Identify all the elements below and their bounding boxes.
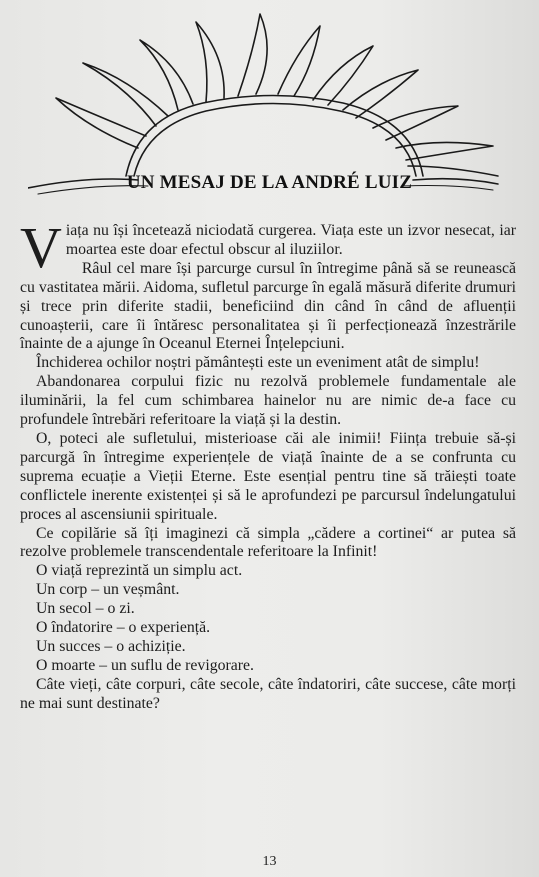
paragraph-6: Ce copilărie să îți imaginezi că simpla „cădere a cortinei“ ar putea să rezolve problemele transcendentale referitoare la Infinit!: [20, 524, 516, 561]
paragraph-5: O, poteci ale sufletului, misterioase căi ale inimii! Ființa trebuie să-și parcurgă în întregime experiențele de viață înainte de a se confrunta cu suprema ecuație a Vieții Eterne. Este esențial pentru tine să trăiești toate conflictele inerente existenței și să le aprofundezi pe parcursul îndelungatului proces al ascensiunii spirituale.: [20, 429, 516, 523]
drop-cap: V: [20, 215, 62, 280]
paragraph-1: Viața nu își încetează niciodată curgerea. Viața este un izvor nesecat, iar moartea este doar efectul obscur al iluziilor.: [20, 215, 516, 280]
line-3: Un secol – o zi.: [36, 600, 135, 618]
sun-ornament-icon: [28, 8, 518, 198]
line-5: Un succes – o achiziție.: [36, 637, 186, 655]
line-1: O viață reprezintă un simplu act.: [36, 562, 243, 580]
paragraph-4: Abandonarea corpului fizic nu rezolvă problemele fundamentale ale iluminării, la fel cum schimbarea hainelor nu are nimic de-a face cu profundele întrebări referitoare la viață și la destin.: [20, 373, 516, 429]
line-6: O moarte – un suflu de revigorare.: [36, 656, 255, 674]
line-2: Un corp – un veșmânt.: [36, 581, 180, 599]
paragraph-7: Câte vieți, câte corpuri, câte secole, câte îndatoriri, câte succese, câte morți ne mai sunt destinate?: [20, 675, 516, 712]
body-text: [20, 215, 516, 714]
paragraph-2: Râul cel mare își parcurge cursul în întregime până să se reunească cu vastitatea mării. Aidoma, sufletul parcurge în egală măsură diferite drumuri și trece prin diferite stadii, beneficiind din când în când de afluenții cunoașterii, care îi întăresc personalitatea și îi perfecționează înzestrările înainte de a ajunge în Oceanul Eternei Înțelepciuni.: [20, 259, 516, 353]
paragraph-3: Închiderea ochilor noștri pământești este un eveniment atât de simplu!: [36, 354, 480, 372]
chapter-title: UN MESAJ DE LA ANDRÉ LUIZ: [126, 172, 413, 193]
page-number: 13: [262, 854, 277, 869]
line-4: O îndatorire – o experiență.: [36, 619, 211, 637]
